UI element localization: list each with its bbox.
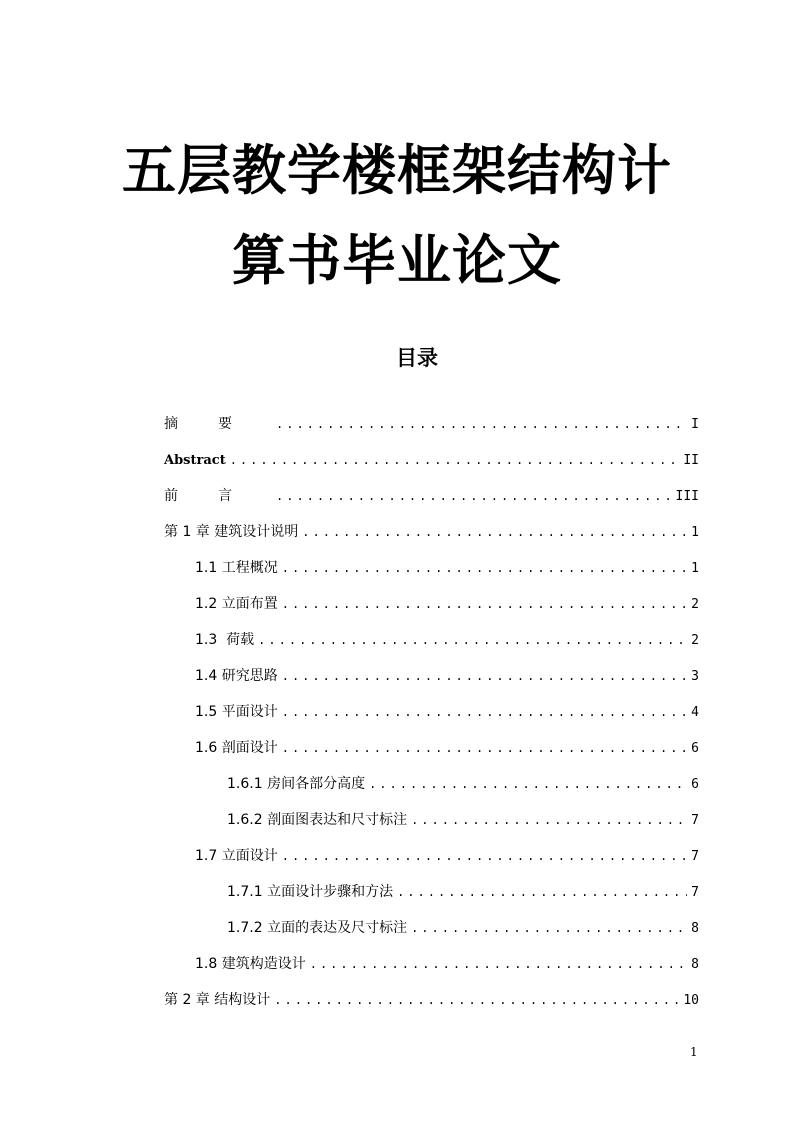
- toc-leader-dots: [411, 917, 687, 939]
- toc-entry-1-5[interactable]: [164, 701, 699, 737]
- toc-entry-1-6-1[interactable]: [164, 773, 699, 809]
- toc-leader-dots: [282, 665, 687, 687]
- toc-leader-dots: [276, 413, 687, 435]
- toc-entry-page: 1: [691, 525, 699, 540]
- toc-entry-page: 8: [691, 957, 699, 972]
- toc-entry-label: 1.7 立面设计: [195, 848, 278, 864]
- toc-entry-page: 6: [691, 741, 699, 756]
- toc-entry-page: 3: [691, 669, 699, 684]
- toc-entry-label: 前言: [164, 488, 272, 504]
- toc-leader-dots: [282, 593, 687, 615]
- toc-entry-1-4[interactable]: [164, 665, 699, 701]
- toc-entry-label: 1.5 平面设计: [195, 704, 278, 720]
- toc-leader-dots: [282, 557, 687, 579]
- toc-entry-1-8[interactable]: [164, 953, 699, 989]
- toc-entry-label: 1.6.2 剖面图表达和尺寸标注: [227, 812, 408, 828]
- toc-entry-1-2[interactable]: [164, 593, 699, 629]
- toc-entry-label: 1.1 工程概况: [195, 560, 278, 576]
- toc-entry-1-1[interactable]: [164, 557, 699, 593]
- toc-entry-label: 1.3 荷载: [195, 632, 255, 648]
- toc-entry-page: 7: [691, 885, 699, 900]
- toc-entry-page: III: [675, 489, 699, 504]
- toc-entry-label: 1.2 立面布置: [195, 596, 278, 612]
- toc-leader-dots: [397, 881, 687, 903]
- toc-entry-page: 10: [683, 993, 699, 1008]
- toc-entry-page: 7: [691, 813, 699, 828]
- toc-entry-page: 7: [691, 849, 699, 864]
- toc-entry-label: 1.7.2 立面的表达及尺寸标注: [227, 920, 408, 936]
- toc-entry-1-6[interactable]: [164, 737, 699, 773]
- toc-leader-dots: [276, 485, 672, 507]
- toc-entry-label: 1.6.1 房间各部分高度: [227, 776, 366, 792]
- toc-leader-dots: [230, 449, 680, 471]
- toc-entry-1-7-2[interactable]: [164, 917, 699, 953]
- toc-leader-dots: [258, 629, 687, 651]
- document-title-line-2: 算书毕业论文: [232, 229, 562, 292]
- toc-leader-dots: [282, 701, 687, 723]
- toc-entry-label: 第 1 章 建筑设计说明: [164, 524, 299, 540]
- toc-entry-1-6-2[interactable]: [164, 809, 699, 845]
- toc-leader-dots: [282, 737, 687, 759]
- toc-entry-label: 摘要: [164, 416, 272, 432]
- toc-entry-page: 2: [691, 597, 699, 612]
- toc-leader-dots: [282, 845, 687, 867]
- toc-entry-chapter-1[interactable]: [164, 521, 699, 557]
- toc-entry-1-3[interactable]: [164, 629, 699, 665]
- toc-entry-preface[interactable]: [164, 485, 699, 521]
- toc-entry-page: 1: [691, 561, 699, 576]
- toc-entry-chapter-2[interactable]: [164, 989, 699, 1025]
- toc-heading: 目录: [396, 346, 438, 370]
- toc-entry-page: 2: [691, 633, 699, 648]
- toc-entry-abstract-en[interactable]: [164, 449, 699, 485]
- toc-entry-abstract-cn[interactable]: [164, 413, 699, 449]
- table-of-contents: [164, 413, 699, 1025]
- toc-entry-label: 1.4 研究思路: [195, 668, 278, 684]
- document-title-line-1: 五层教学楼框架结构计: [122, 139, 672, 202]
- toc-leader-dots: [369, 773, 687, 795]
- toc-leader-dots: [274, 989, 679, 1011]
- toc-entry-label: 1.8 建筑构造设计: [195, 956, 306, 972]
- toc-entry-1-7[interactable]: [164, 845, 699, 881]
- toc-entry-page: 4: [691, 705, 699, 720]
- toc-entry-page: I: [691, 417, 699, 432]
- toc-leader-dots: [310, 953, 687, 975]
- toc-leader-dots: [302, 521, 687, 543]
- toc-entry-page: 8: [691, 921, 699, 936]
- toc-entry-label: Abstract: [164, 453, 226, 468]
- page-number: 1: [690, 1045, 698, 1059]
- toc-entry-label: 1.6 剖面设计: [195, 740, 278, 756]
- toc-leader-dots: [411, 809, 687, 831]
- toc-entry-label: 第 2 章 结构设计: [164, 992, 271, 1008]
- toc-entry-page: II: [683, 453, 699, 468]
- toc-entry-page: 6: [691, 777, 699, 792]
- toc-entry-1-7-1[interactable]: [164, 881, 699, 917]
- toc-entry-label: 1.7.1 立面设计步骤和方法: [227, 884, 394, 900]
